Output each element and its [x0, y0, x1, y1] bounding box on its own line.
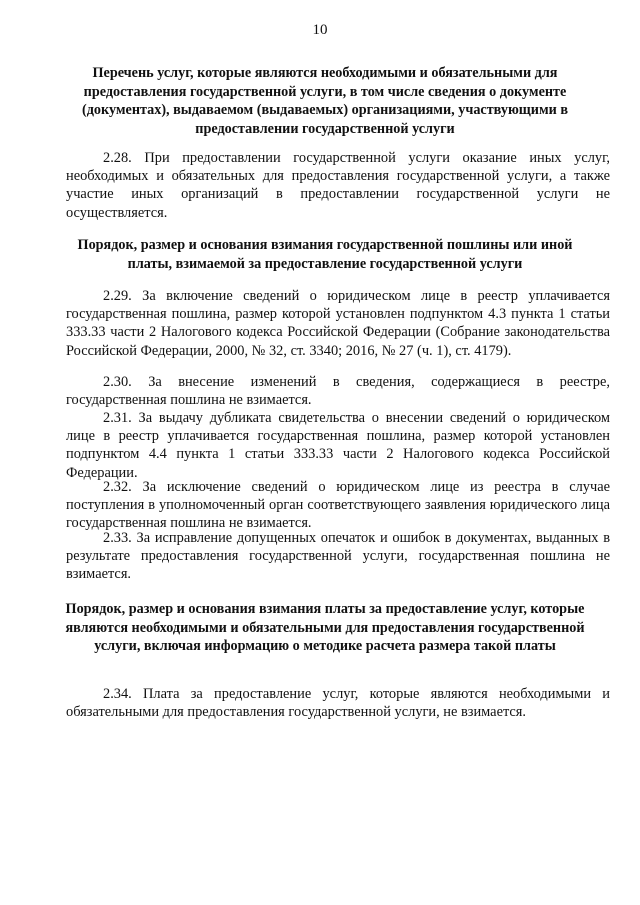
- paragraph-2-34: 2.34. Плата за предоставление услуг, которые являются необходимыми и обязательными для предоставления государственной услуги, не взимается.: [66, 686, 610, 721]
- section-heading-state-duty: Порядок, размер и основания взимания государственной пошлины или иной платы, взимаемой за предоставление государственной услуги: [77, 237, 573, 272]
- paragraph-2-32: 2.32. За исключение сведений о юридическом лице из реестра в случае поступления в уполномоченный орган соответствующего заявления юридического лица государственная пошлина не взимается.: [66, 479, 610, 532]
- paragraph-2-30: 2.30. За внесение изменений в сведения, содержащиеся в реестре, государственная пошлина не взимается.: [66, 374, 610, 409]
- paragraph-2-28: 2.28. При предоставлении государственной услуги оказание иных услуг, необходимых и обязательных для предоставления государственной услуги, а также участие иных организаций в предоставлении государственной услуги не осуществляется.: [66, 150, 610, 221]
- page-number: 10: [312, 22, 328, 38]
- paragraph-2-29: 2.29. За включение сведений о юридическом лице в реестр уплачивается государственная пошлина, размер которой установлен подпунктом 4.3 пункта 1 статьи 333.33 части 2 Налогового кодекса Российской Федерации (Собрание законодательства Российской Федерации, 2000, № 32, ст. 3340; 2016, № 27 (ч. 1), ст. 4179).: [66, 288, 610, 359]
- section-heading-services-list: Перечень услуг, которые являются необходимыми и обязательными для предоставления государственной услуги, в том числе сведения о документе (документах), выдаваемом (выдаваемых) организациями, участвующими в предоставлении государственной услуги: [81, 65, 568, 137]
- paragraph-2-33: 2.33. За исправление допущенных опечаток и ошибок в документах, выданных в результате предоставления государственной услуги, государственная пошлина не взимается.: [66, 530, 610, 583]
- paragraph-2-31: 2.31. За выдачу дубликата свидетельства о внесении сведений о юридическом лице в реестр уплачивается государственная пошлина, размер которой установлен подпунктом 4.4 пункта 1 статьи 333.33 части 2 Налогового кодекса Российской Федерации.: [66, 410, 610, 481]
- section-heading-fee-for-services: Порядок, размер и основания взимания платы за предоставление услуг, которые являются необходимыми и обязательными для предоставления государственной услуги, включая информацию о методике расчета размера такой платы: [65, 601, 585, 654]
